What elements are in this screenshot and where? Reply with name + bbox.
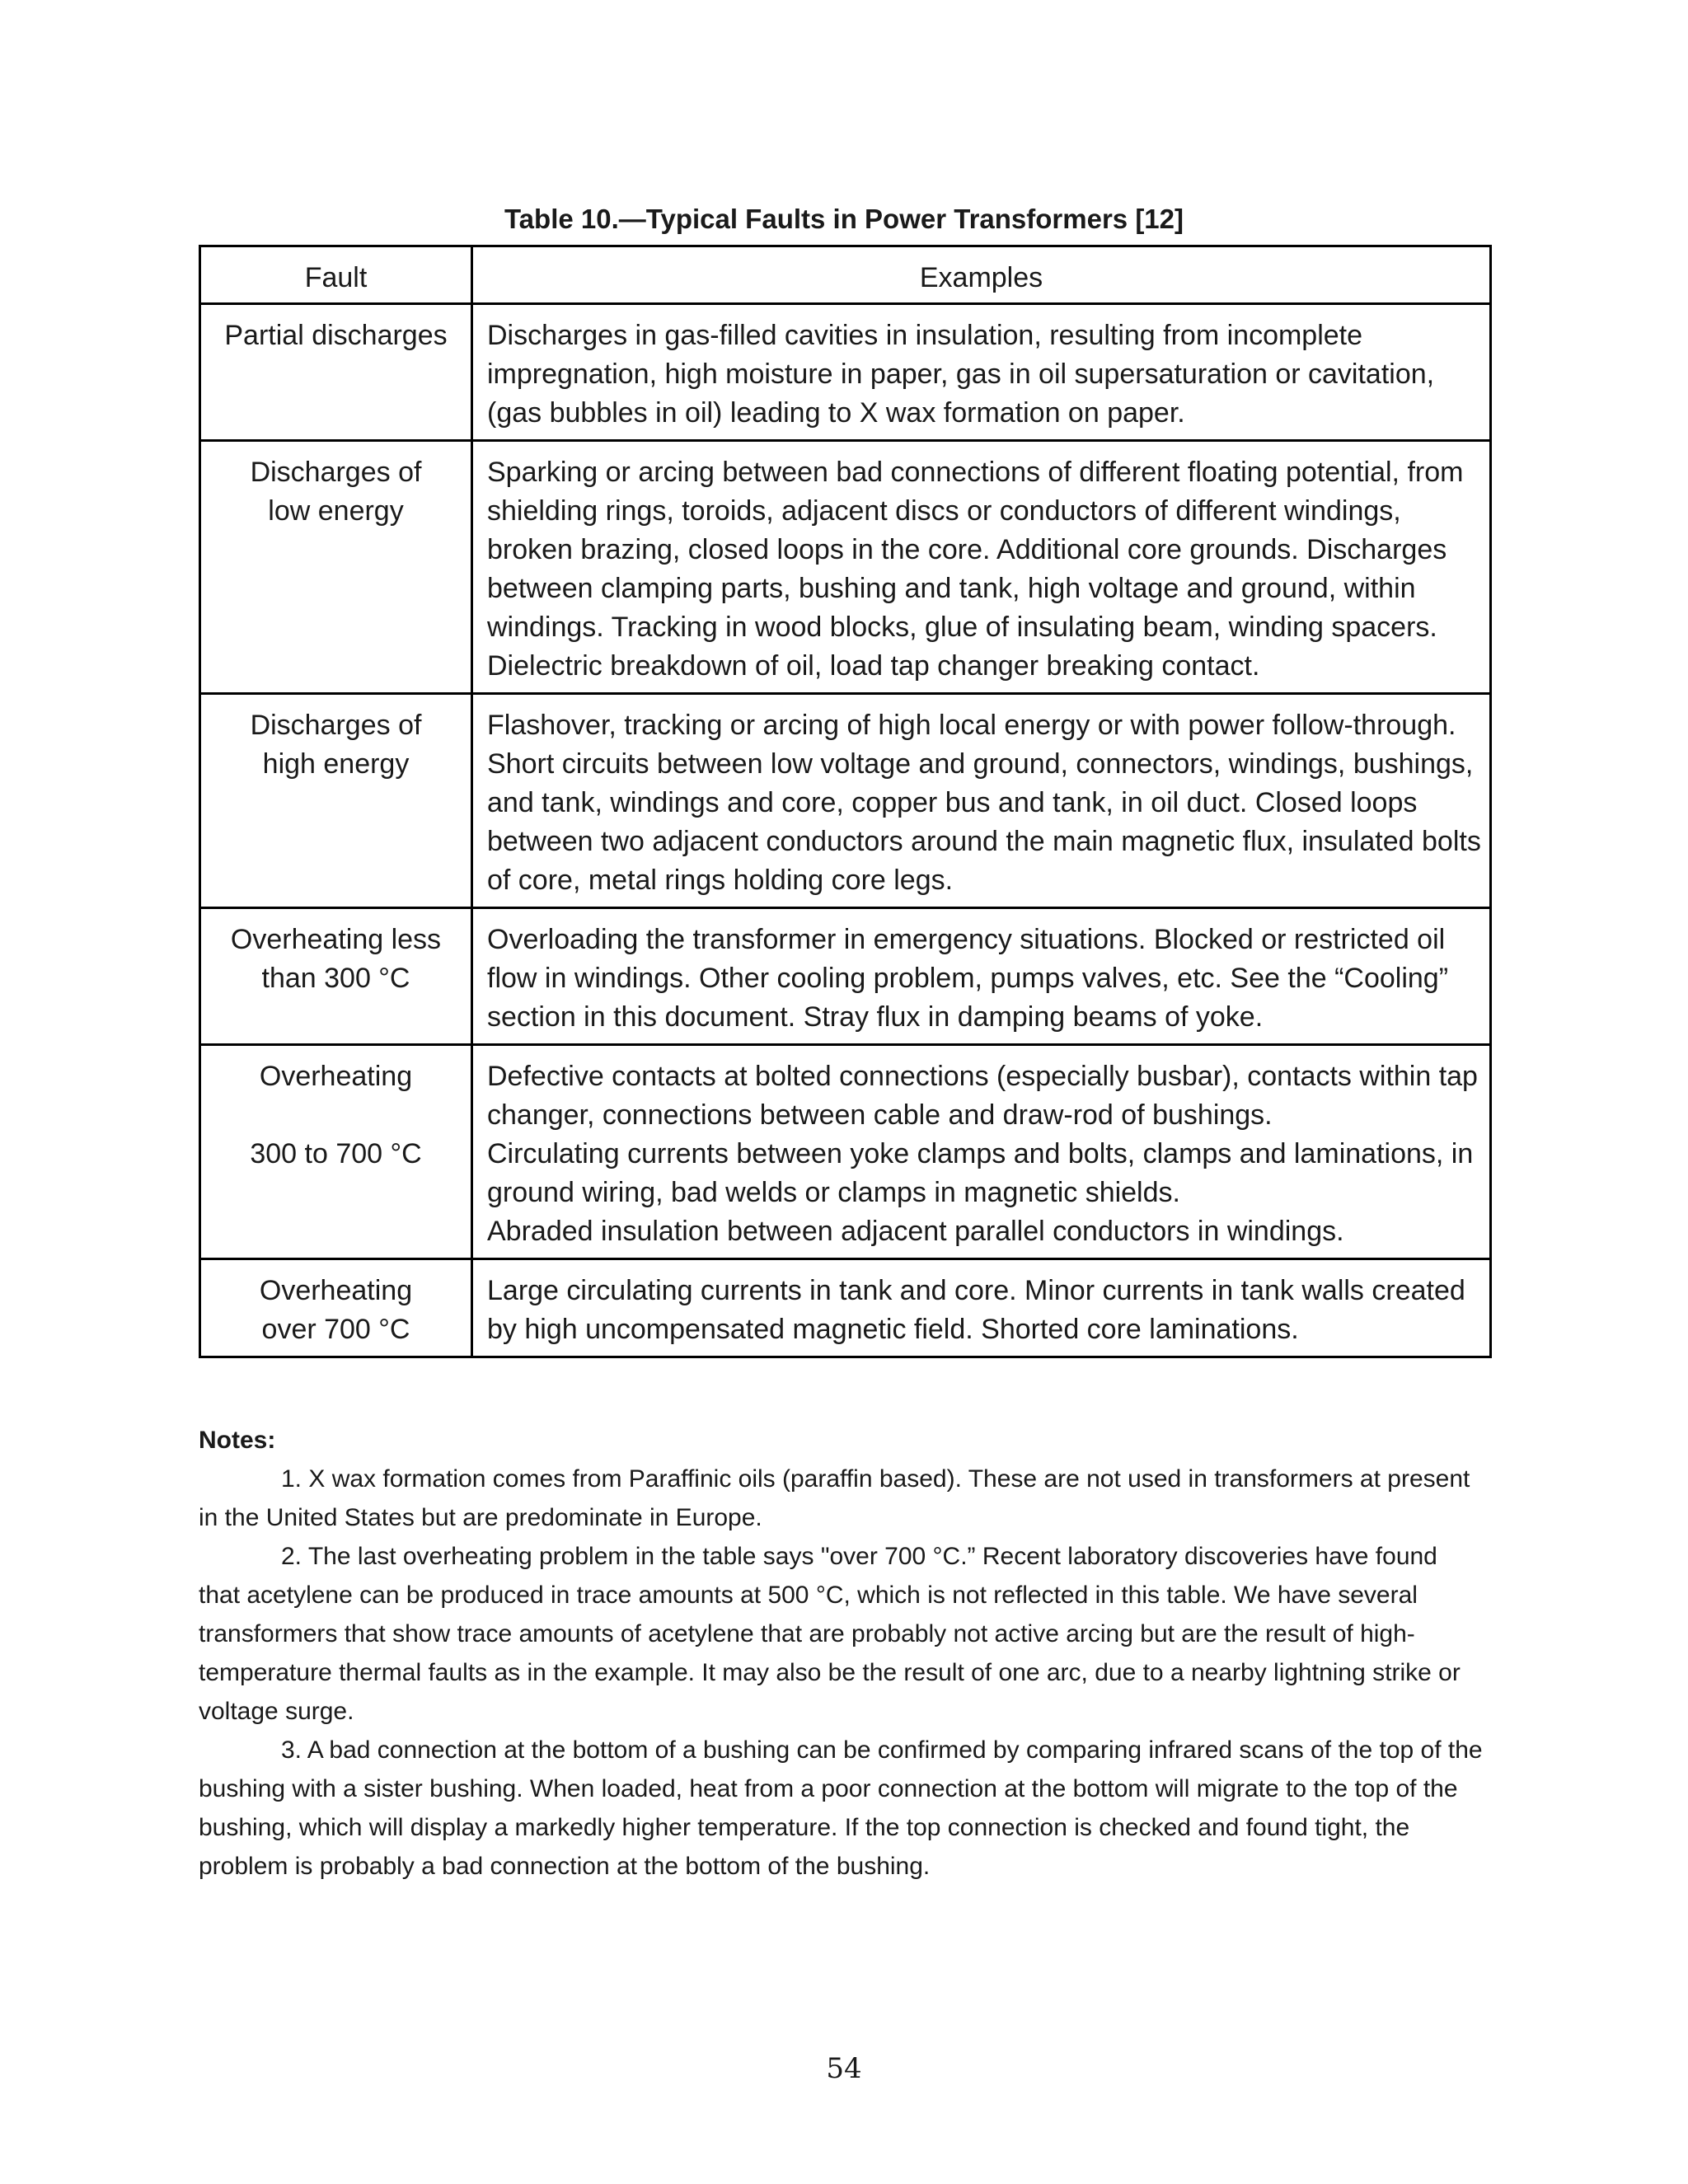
fault-text <box>213 1096 459 1135</box>
note-line: voltage surge. <box>199 1698 354 1725</box>
fault-text: than 300 °C <box>261 963 410 994</box>
examples-text: shielding rings, toroids, adjacent discs or conductors of different windings, <box>487 495 1401 527</box>
table-row <box>200 1045 1491 1259</box>
fault-cell <box>200 304 472 441</box>
examples-text: ground wiring, bad welds or clamps in magnetic shields. <box>487 1177 1180 1208</box>
examples-text: Flashover, tracking or arcing of high local energy or with power follow-through. <box>487 710 1456 741</box>
note-item <box>199 1460 1489 1537</box>
column-header-examples: Examples <box>472 246 1491 304</box>
examples-text: Abraded insulation between adjacent parallel conductors in windings. <box>487 1216 1344 1247</box>
examples-cell <box>472 1259 1491 1357</box>
examples-text: (gas bubbles in oil) leading to X wax formation on paper. <box>487 397 1185 429</box>
fault-text: Overheating <box>259 1061 413 1092</box>
examples-cell <box>472 304 1491 441</box>
examples-cell <box>472 908 1491 1045</box>
fault-cell <box>200 1259 472 1357</box>
fault-text: Discharges of <box>250 710 422 741</box>
examples-text: of core, metal rings holding core legs. <box>487 865 954 896</box>
notes-title: Notes: <box>199 1427 276 1454</box>
fault-cell <box>200 441 472 694</box>
fault-text: Overheating <box>259 1275 413 1306</box>
examples-text: section in this document. Stray flux in damping beams of yoke. <box>487 1001 1264 1033</box>
examples-text: Discharges in gas-filled cavities in insulation, resulting from incomplete <box>487 320 1363 351</box>
column-header-fault: Fault <box>200 246 472 304</box>
examples-text: between clamping parts, bushing and tank, high voltage and ground, within <box>487 573 1416 604</box>
examples-text: windings. Tracking in wood blocks, glue of insulating beam, winding spacers. <box>487 612 1437 643</box>
examples-text: Dielectric breakdown of oil, load tap changer breaking contact. <box>487 650 1260 682</box>
fault-cell <box>200 908 472 1045</box>
fault-text: Discharges of <box>250 457 422 488</box>
examples-text: changer, connections between cable and draw-rod of bushings. <box>487 1099 1273 1131</box>
note-line: bushing, which will display a markedly higher temperature. If the top connection is checked and found tight, the <box>199 1814 1410 1841</box>
examples-text: between two adjacent conductors around the main magnetic flux, insulated bolts <box>487 826 1481 857</box>
fault-text: Overheating less <box>230 924 442 955</box>
examples-cell <box>472 694 1491 908</box>
note-line: 3. A bad connection at the bottom of a bushing can be confirmed by comparing infrared scans of the top of the <box>281 1736 1483 1764</box>
examples-text: Defective contacts at bolted connections (especially busbar), contacts within tap <box>487 1061 1478 1092</box>
page-number: 54 <box>826 2052 862 2085</box>
examples-text: Large circulating currents in tank and core. Minor currents in tank walls created <box>487 1275 1465 1306</box>
table-row <box>200 1259 1491 1357</box>
note-line: in the United States but are predominate in Europe. <box>199 1504 762 1531</box>
examples-text: Circulating currents between yoke clamps and bolts, clamps and laminations, in <box>487 1138 1474 1169</box>
note-line: bushing with a sister bushing. When loaded, heat from a poor connection at the bottom will migrate to the top of the <box>199 1775 1458 1802</box>
note-line: 1. X wax formation comes from Paraffinic oils (paraffin based). These are not used in transformers at present <box>281 1465 1470 1493</box>
examples-cell <box>472 1045 1491 1259</box>
fault-text: high energy <box>262 748 410 780</box>
examples-text: Sparking or arcing between bad connections of different floating potential, from <box>487 457 1464 488</box>
table-row <box>200 304 1491 441</box>
table-row <box>200 694 1491 908</box>
fault-cell <box>200 694 472 908</box>
note-line: 2. The last overheating problem in the table says "over 700 °C.” Recent laboratory discoveries have found <box>281 1543 1437 1570</box>
examples-text: impregnation, high moisture in paper, gas in oil supersaturation or cavitation, <box>487 359 1435 390</box>
fault-text: low energy <box>268 495 404 527</box>
note-line: transformers that show trace amounts of acetylene that are probably not active arcing but are the result of high- <box>199 1620 1415 1647</box>
examples-text: by high uncompensated magnetic field. Shorted core laminations. <box>487 1314 1299 1345</box>
note-item <box>199 1537 1489 1731</box>
fault-text: Partial discharges <box>224 320 448 351</box>
note-line: temperature thermal faults as in the example. It may also be the result of one arc, due to a nearby lightning strike or <box>199 1659 1461 1686</box>
fault-text: over 700 °C <box>261 1314 410 1345</box>
notes-section <box>199 1421 1489 1886</box>
table-header-row <box>200 246 1491 304</box>
examples-text: Short circuits between low voltage and ground, connectors, windings, bushings, <box>487 748 1474 780</box>
note-line: that acetylene can be produced in trace amounts at 500 °C, which is not reflected in this table. We have several <box>199 1582 1418 1609</box>
note-line: problem is probably a bad connection at the bottom of the bushing. <box>199 1853 931 1880</box>
fault-text: 300 to 700 °C <box>250 1138 422 1169</box>
note-item <box>199 1731 1489 1886</box>
fault-cell <box>200 1045 472 1259</box>
faults-table <box>199 245 1492 1358</box>
table-row <box>200 908 1491 1045</box>
examples-text: and tank, windings and core, copper bus and tank, in oil duct. Closed loops <box>487 787 1418 818</box>
table-row <box>200 441 1491 694</box>
examples-cell <box>472 441 1491 694</box>
examples-text: flow in windings. Other cooling problem, pumps valves, etc. See the “Cooling” <box>487 963 1449 994</box>
examples-text: broken brazing, closed loops in the core. Additional core grounds. Discharges <box>487 534 1447 565</box>
examples-text: Overloading the transformer in emergency situations. Blocked or restricted oil <box>487 924 1446 955</box>
table-caption: Table 10.—Typical Faults in Power Transformers [12] <box>504 204 1184 234</box>
